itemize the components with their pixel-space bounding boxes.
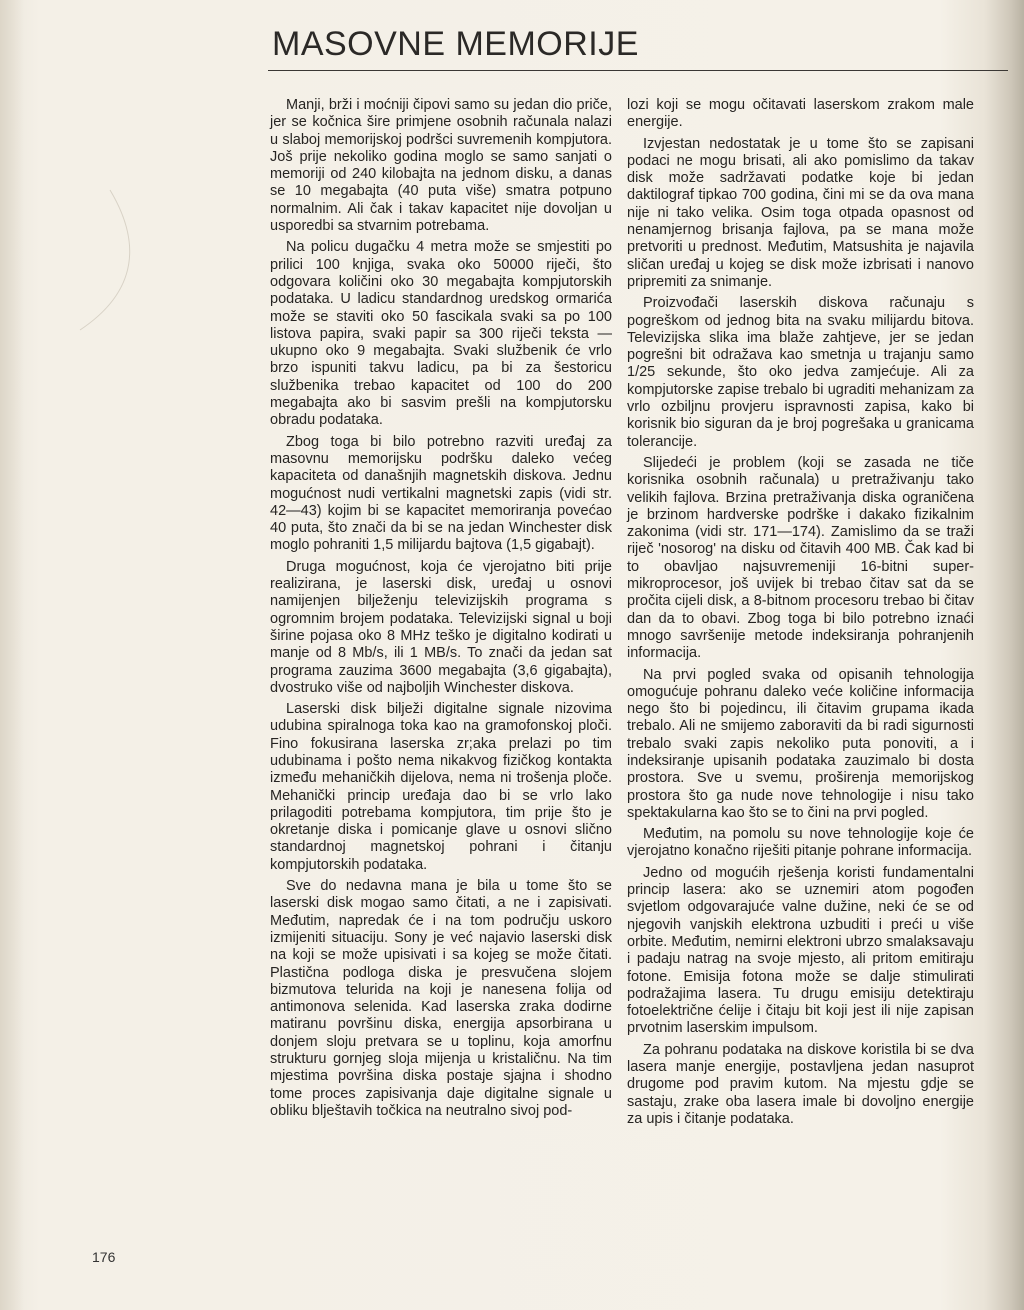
paragraph: Jedno od mogućih rješenja koristi fundamentalni princip lasera: ako se uznemiri atom pogođen svjetlom odgovarajuće valne dužine, neki će se od njegovih vanjskih elektrona uzbuditi i preći u više orbite. Međutim, nemirni elektroni ubrzo smalaksavaju i padaju natrag na svoje mjesto, ali pritom emitiraju fotone. Emisija fotona može se dalje stimulirati podražajima lasera. Tu drugu emisiju detektiraju fotoelektrične ćelije i čitaju bit koji jest ili nije zapisan prvotnim laserskim impulsom. [627, 864, 974, 1037]
page-fold-shadow [0, 0, 24, 1310]
paragraph: Sve do nedavna mana je bila u tome što se laserski disk mogao samo čitati, a ne i zapisivati. Međutim, napredak će i na tom području uskoro izmijeniti situaciju. Sony je već najavio laserski disk na koji se može upisivati i sa kojeg se može čitati. Plastična podloga diska je presvučena slojem bizmutova telurida na koji je nanesena folija od antimonova selenida. Kad laserska zraka dodirne matiranu površinu diska, energija apsorbirana u donjem sloju pretvara se u toplinu, koja amorfnu strukturu gornjeg sloja mijenja u kristaličnu. Na tim mjestima površina diska postaje sjajna i shodno tome proces zapisivanja daje digitalne signale u obliku blještavih točkica na neutralno sivoj pod- [270, 878, 612, 1119]
margin-pencil-mark [60, 180, 140, 340]
page-title: MASOVNE MEMORIJE [272, 25, 639, 63]
paragraph: Izvjestan nedostatak je u tome što se zapisani podaci ne mogu brisati, ali ako pomislimo da takav disk može sadržavati podatke koje bi jedan daktilograf tipkao 700 godina, čini mi se da ova mana nije ni tako velika. Osim toga otpada opasnost od nenamjernog brisanja fajlova, pa se mana može pretvoriti u prednost. Međutim, Matsushita je najavila sličan uređaj u kojeg se disk može izbrisati i nanovo pripremiti za snimanje. [627, 135, 974, 290]
paragraph-continuation: lozi koji se mogu očitavati laserskom zrakom male energije. [627, 97, 974, 131]
paragraph: Međutim, na pomolu su nove tehnologije koje će vjerojatno konačno riješiti pitanje pohrane informacija. [627, 826, 974, 860]
right-column [627, 97, 974, 1132]
paragraph: Na policu dugačku 4 metra može se smjestiti po prilici 100 knjiga, svaka oko 50000 riječi, što odgovara količini oko 30 megabajta kompjutorskih podataka. U ladicu standardnog uredskog ormarića može se staviti oko 50 fascikala svaki sa po 100 listova papira, svaki papir sa 300 riječi teksta — ukupno oko 9 megabajta. Svaki službenik će vrlo brzo ispuniti takvu ladicu, pa bi za šestoricu službenika trebao kapacitet od 100 do 200 megabajta ako bi sasvim prešli na kompjutorsku obradu podataka. [270, 239, 612, 429]
paragraph: Druga mogućnost, koja će vjerojatno biti prije realizirana, je laserski disk, uređaj u osnovi namijenjen bilježenju televizijskih programa s ogromnim brojem podataka. Televizijski signal u boji širine pojasa oko 8 MHz teško je digitalno kodirati u manje od 8 Mb/s, ili 1 MB/s. To znači da jedan sat programa zauzima 3600 megabajta (3,6 gigabajta), dvostruko više od najboljih Winchester diskova. [270, 558, 612, 696]
paragraph: Proizvođači laserskih diskova računaju s pogreškom od jednog bita na svaku milijardu bitova. Televizijska slika ima blaže zahtjeve, jer se jedan pogrešni bit odražava kao smetnja u trajanju samo 1/25 sekunde, što oko jedva zamjećuje. Ali za kompjutorske zapise trebalo bi ugraditi mehanizam za vrlo ozbiljnu provjeru ispravnosti zapisa, kako bi korisnik bio siguran da je broj pogrešaka u granicama tolerancije. [627, 295, 974, 450]
paragraph: Zbog toga bi bilo potrebno razviti uređaj za masovnu memorijsku podršku daleko većeg kapaciteta od današnjih magnetskih diskova. Jednu mogućnost nudi vertikalni magnetski zapis (vidi str. 42—43) kojim bi se kapacitet memoriranja povećao 40 puta, što znači da bi se na jedan Winchester disk moglo pohraniti 1,5 milijardu bajtova (1,5 gigabajt). [270, 433, 612, 554]
left-column [270, 97, 612, 1124]
paragraph: Na prvi pogled svaka od opisanih tehnologija omogućuje pohranu daleko veće količine informacija nego što bi pojedincu, ili čitavim grupama ikada trebalo. Ali ne smijemo zaboraviti da bi radi sigurnosti trebalo svaki zapis nekoliko puta ponoviti, a i indeksiranje upisanih podataka zauzimalo bi dosta prostora. Sve u svemu, proširenja memorijskog prostora što ga nude nove tehnologije i nisu tako spektakularna kao što se to čini na prvi pogled. [627, 666, 974, 821]
title-rule [268, 70, 1008, 71]
paragraph: Slijedeći je problem (koji se zasada ne tiče korisnika osobnih računala) u pretraživanju tako velikih fajlova. Brzina pretraživanja diska ograničena je brzinom hardverske podrške i dakako fizikalnim zakonima (vidi str. 171—174). Zamislimo da se traži riječ 'nosorog' na disku od čitavih 400 MB. Čak kad bi to obavljao najsuvremeniji 16-bitni super-mikroprocesor, još uvijek bi trebao čitav sat da se pročita cijeli disk, a 8-bitnom procesoru trebao bi čitav dan da to obavi. Zbog toga bi bilo potrebno iznaći mnogo savršenije metode indeksiranja pohranjenih informacija. [627, 454, 974, 662]
page-number: 176 [92, 1249, 116, 1265]
paragraph: Za pohranu podataka na diskove koristila bi se dva lasera manje energije, postavljena jedan nasuprot drugome pod pravim kutom. Na mjestu gdje se sastaju, zrake oba lasera imale bi dovoljno energije za upis i čitanje podataka. [627, 1041, 974, 1127]
paragraph: Manji, brži i moćniji čipovi samo su jedan dio priče, jer se kočnica šire primjene osobnih računala nalazi u slaboj memorijskoj podršci suvremenih kompjutora. Još prije nekoliko godina moglo se samo sanjati o memoriji od 240 kilobajta na jednom disku, a danas se 10 megabajta (40 puta više) smatra potpuno normalnim. Ali čak i takav kapacitet nije dovoljan u usporedbi sa stvarnim potrebama. [270, 97, 612, 235]
paragraph: Laserski disk bilježi digitalne signale nizovima udubina spiralnoga toka kao na gramofonskoj ploči. Fino fokusirana laserska zr;aka prelazi po tim udubinama i pošto nema nikakvog fizičkog kontakta između mehaničkih dijelova, nema ni trošenja ploče. Mehanički princip uređaja dao bi se vrlo lako prilagoditi potrebama kompjutora, tim prije što je okretanje diska i pomicanje glave u osnovi slično standardnoj magnetskoj pohrani i čitanju kompjutorskih podataka. [270, 701, 612, 873]
